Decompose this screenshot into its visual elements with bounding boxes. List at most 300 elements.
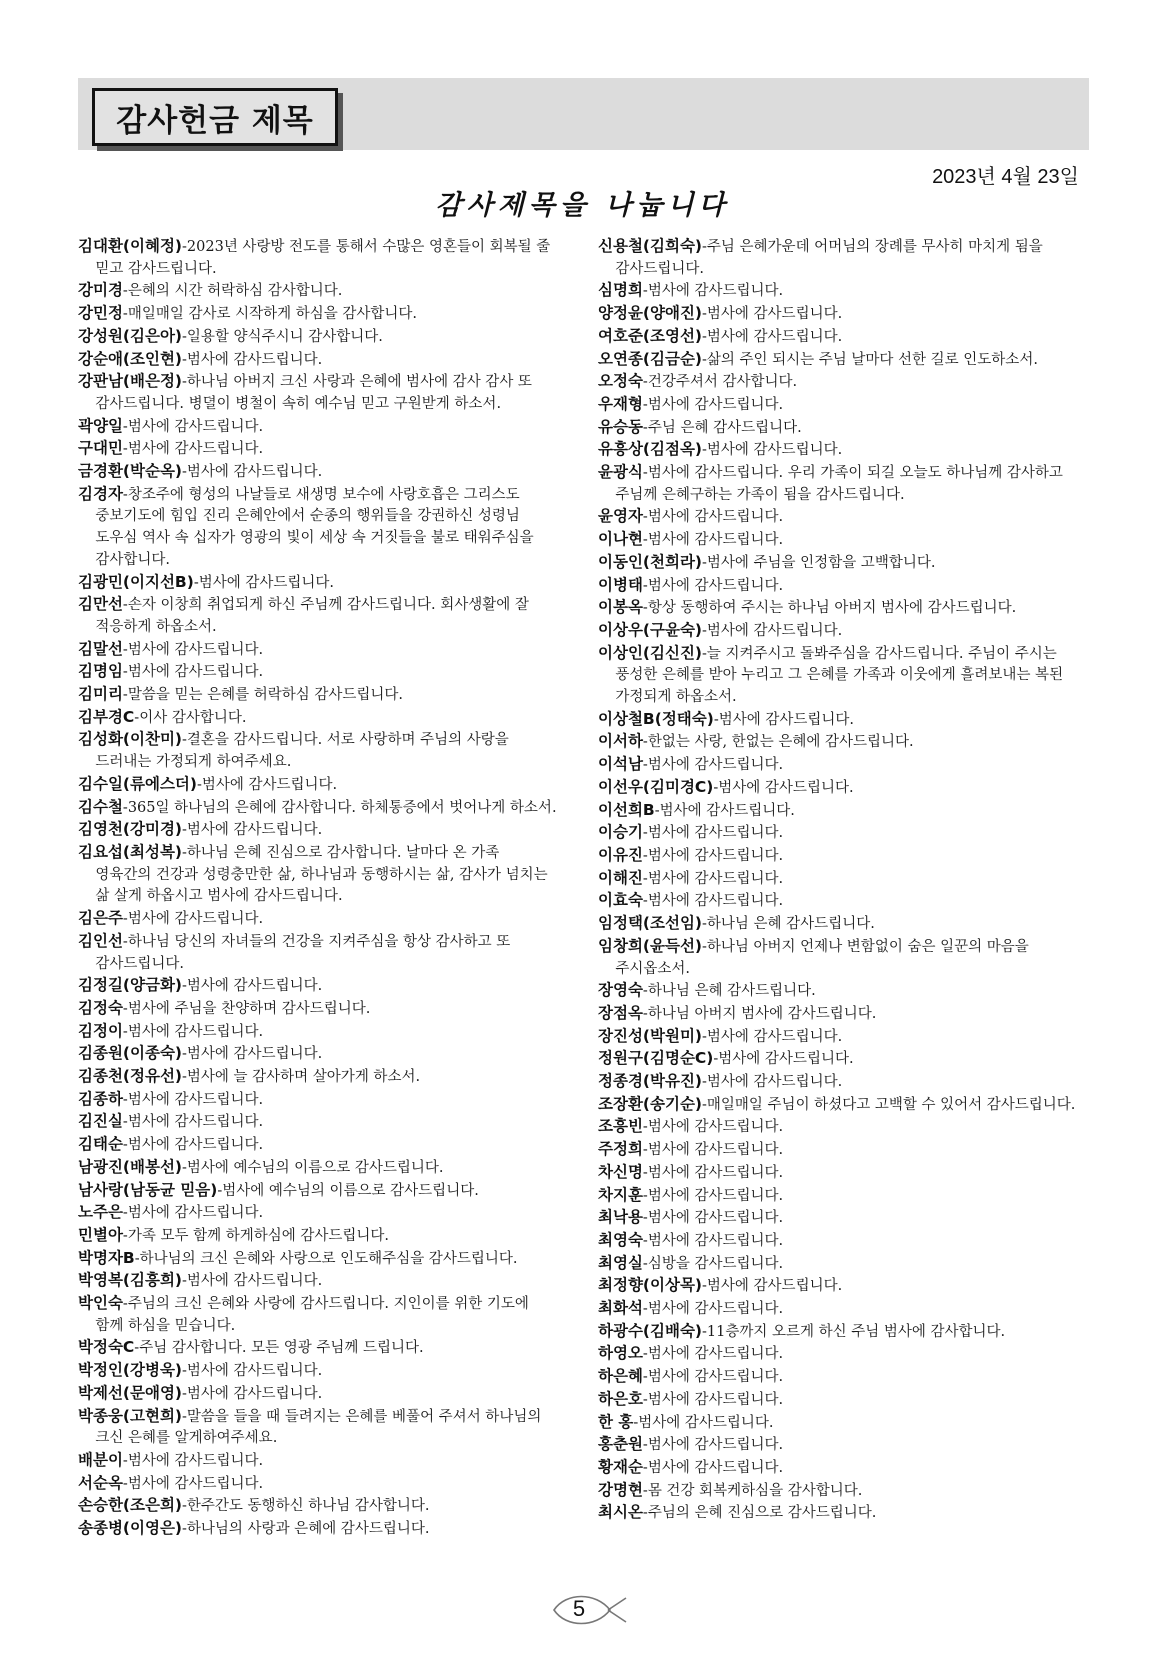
thanks-entry	[598, 1366, 1078, 1389]
thanks-entry	[598, 417, 1078, 440]
thanks-entry	[78, 594, 558, 638]
entry-message: -범사에 감사드립니다.	[182, 351, 323, 368]
entry-message: -11층까지 오르게 하신 주님 범사에 감사합니다.	[702, 1323, 1006, 1340]
entry-message: -범사에 감사드립니다.	[182, 1385, 323, 1402]
entry-name: 김만선	[78, 595, 123, 614]
thanks-entry	[598, 1207, 1078, 1230]
thanks-entry	[78, 842, 558, 908]
thanks-entry	[78, 975, 558, 998]
thanks-entry	[598, 709, 1078, 732]
thanks-entry	[78, 707, 558, 730]
thanks-entry	[78, 998, 558, 1021]
entry-message: -하나님 당신의 자녀들의 건강을 지켜주심을 항상 감사하고 또 감사드립니다.	[95, 933, 511, 972]
thanks-entry	[78, 1518, 558, 1541]
entry-name: 배분이	[78, 1450, 123, 1469]
entry-message: -범사에 감사드립니다.	[122, 641, 264, 658]
entry-message: -범사에 감사드립니다.	[642, 870, 784, 887]
entry-message: -범사에 감사드립니다.	[122, 418, 264, 435]
thanks-entry	[598, 1457, 1078, 1480]
thanks-entry	[78, 326, 558, 349]
entry-message: -하나님 아버지 언제나 변함없이 숨은 일꾼의 마음을 주시옵소서.	[615, 938, 1029, 977]
thanks-entry	[78, 1021, 558, 1044]
thanks-entry	[78, 1225, 558, 1248]
entry-message: -범사에 감사드립니다.	[642, 1369, 784, 1386]
entry-message: -범사에 감사드립니다.	[702, 1074, 843, 1091]
thanks-entry	[598, 1185, 1078, 1208]
entry-message: -건강주셔서 감사합니다.	[642, 374, 798, 391]
entry-name: 김종하	[78, 1089, 123, 1108]
entry-message: -범사에 감사드립니다.	[642, 1187, 784, 1204]
entry-name: 김진실	[78, 1112, 123, 1131]
entry-message: -한없는 사랑, 한없는 은혜에 감사드립니다.	[642, 734, 914, 751]
entry-message: -범사에 감사드립니다.	[702, 442, 843, 459]
thanks-entry	[598, 303, 1078, 326]
thanks-entry	[78, 1337, 558, 1360]
entry-message: -주님의 크신 은혜와 사랑에 감사드립니다. 지인이를 위한 기도에 함께 하심을 믿습니다.	[95, 1296, 529, 1334]
entry-name: 이봉옥	[598, 598, 643, 617]
entry-message: -범사에 감사드립니다.	[642, 1301, 784, 1318]
entry-message: -범사에 예수님의 이름으로 감사드립니다.	[217, 1182, 479, 1199]
entry-name: 이나현	[598, 530, 643, 549]
thanks-entry	[78, 416, 558, 439]
thanks-entry	[78, 1495, 558, 1518]
thanks-entry	[598, 845, 1078, 868]
entry-message: -범사에 감사드립니다.	[702, 328, 843, 345]
entry-name: 강미경	[78, 281, 123, 300]
entry-message: -범사에 감사드립니다.	[642, 1437, 784, 1454]
entry-message: -주님 은혜가운데 어머님의 장례를 무사히 마치게 됨을 감사드립니다.	[615, 239, 1043, 277]
thanks-entry	[598, 890, 1078, 913]
entry-message: -범사에 감사드립니다.	[654, 802, 795, 819]
entry-name: 임창희(윤득선)	[598, 936, 703, 955]
entry-name: 최화석	[598, 1299, 643, 1318]
thanks-entry	[78, 1157, 558, 1180]
entry-name: 이병태	[598, 575, 643, 594]
thanks-entry	[598, 913, 1078, 936]
thanks-entry	[598, 394, 1078, 417]
thanks-entry	[78, 1383, 558, 1406]
entry-name: 유승동	[598, 417, 643, 436]
entry-message: -범사에 감사드립니다.	[642, 1142, 784, 1159]
thanks-entry	[598, 575, 1078, 598]
entry-message: -하나님 은혜 감사드립니다.	[702, 916, 875, 933]
entry-name: 송종병(이영은)	[78, 1519, 183, 1538]
entry-message: -늘 지켜주시고 돌봐주심을 감사드립니다. 주님이 주시는 풍성한 은혜를 받아 누리고 그 은혜를 가족과 이웃에게 흘려보내는 복된 가정되게 하옵소서.	[615, 645, 1064, 706]
entry-message: -항상 동행하여 주시는 하나님 아버지 범사에 감사드립니다.	[642, 600, 1017, 617]
entry-message: -범사에 감사드립니다.	[193, 574, 335, 591]
entry-name: 이동인(천희라)	[598, 552, 703, 571]
entry-name: 김영천(강미경)	[78, 820, 183, 839]
entry-name: 하은호	[598, 1389, 643, 1408]
entry-message: -결혼을 감사드립니다. 서로 사랑하며 주님의 사랑을 드러내는 가정되게 하여주세요.	[95, 732, 509, 771]
thanks-entry	[598, 1139, 1078, 1162]
date-label: 2023년 4월 23일	[932, 166, 1079, 188]
entry-name: 이선우(김미경C)	[598, 777, 714, 796]
thanks-entry	[598, 349, 1078, 372]
entry-message: -범사에 감사드립니다.	[713, 1051, 854, 1068]
thanks-entry	[598, 1230, 1078, 1253]
thanks-entry	[78, 461, 558, 484]
thanks-entry	[78, 1043, 558, 1066]
thanks-entry	[78, 1473, 558, 1496]
entry-message: -범사에 감사드립니다.	[122, 1023, 264, 1040]
thanks-entry	[598, 1275, 1078, 1298]
thanks-entry	[78, 1180, 558, 1203]
entry-name: 주정희	[598, 1140, 643, 1159]
entry-message: -손자 이창희 취업되게 하신 주님께 감사드립니다. 회사생활에 잘 적응하게 하옵소서.	[95, 597, 529, 635]
entry-name: 장영숙	[598, 981, 643, 1000]
entry-name: 여호준(조영선)	[598, 326, 703, 345]
entry-name: 윤영자	[598, 507, 643, 526]
thanks-entry	[78, 280, 558, 303]
entry-message: -은혜의 시간 허락하심 감사합니다.	[122, 283, 343, 300]
entry-name: 손승한(조은희)	[78, 1496, 183, 1515]
entry-message: -하나님의 크신 은혜와 사랑으로 인도해주심을 감사드립니다.	[134, 1250, 518, 1267]
entry-name: 김종천(정유선)	[78, 1067, 183, 1086]
entry-message: -범사에 감사드립니다.	[182, 1363, 323, 1380]
entry-name: 강명현	[598, 1480, 643, 1499]
entry-name: 정종경(박유진)	[598, 1072, 703, 1091]
thanks-entry	[598, 1389, 1078, 1412]
entries-column-right	[598, 236, 1078, 1525]
thanks-entry	[598, 1094, 1078, 1117]
thanks-entry	[78, 572, 558, 595]
entry-message: -일용할 양식주시니 감사합니다.	[182, 328, 383, 345]
entry-message: -하나님 은혜 진심으로 감사합니다. 날마다 온 가족 영육간의 건강과 성령충만한 삶, 하나님과 동행하시는 삶, 감사가 넘치는 삶 살게 하옵시고 범사에 감사드립니다.	[95, 844, 548, 905]
entry-name: 김인선	[78, 931, 123, 950]
entry-message: -한주간도 동행하신 하나님 감사합니다.	[182, 1498, 430, 1515]
entry-message: -말씀을 믿는 은혜를 허락하심 감사드립니다.	[122, 687, 403, 704]
thanks-entry	[78, 303, 558, 326]
thanks-entry	[78, 1111, 558, 1134]
entry-name: 임정택(조선임)	[598, 914, 703, 933]
entry-message: -하나님 은혜 감사드립니다.	[642, 983, 816, 1000]
entry-name: 박종웅(고현희)	[78, 1406, 183, 1425]
entry-name: 김수일(류에스더)	[78, 774, 197, 793]
entry-message: -범사에 감사드립니다.	[122, 1452, 264, 1469]
thanks-entry	[598, 597, 1078, 620]
entry-message: -범사에 감사드립니다. 우리 가족이 되길 오늘도 하나님께 감사하고 주님께 은혜구하는 가족이 됨을 감사드립니다.	[615, 465, 1063, 503]
entry-message: -심방을 감사드립니다.	[642, 1255, 784, 1272]
entry-name: 이효숙	[598, 891, 643, 910]
entry-message: -매일매일 주님이 하셨다고 고백할 수 있어서 감사드립니다.	[702, 1096, 1076, 1113]
entry-message: -범사에 주님을 인정함을 고백합니다.	[702, 554, 936, 571]
entry-message: -범사에 예수님의 이름으로 감사드립니다.	[182, 1159, 444, 1176]
thanks-entry	[598, 1116, 1078, 1139]
entry-name: 심명희	[598, 281, 643, 300]
entry-message: -범사에 감사드립니다.	[633, 1414, 774, 1431]
entry-name: 우재형	[598, 394, 643, 413]
thanks-entry	[78, 1406, 558, 1450]
entry-message: -가족 모두 함께 하게하심에 감사드립니다.	[122, 1227, 389, 1244]
entry-name: 하광수(김배숙)	[598, 1321, 703, 1340]
entry-message: -범사에 감사드립니다.	[642, 1210, 784, 1227]
entry-name: 박인숙	[78, 1294, 123, 1313]
entry-name: 이상인(김신진)	[598, 643, 703, 662]
entry-message: -범사에 감사드립니다.	[182, 822, 323, 839]
entry-name: 김은주	[78, 909, 123, 928]
page-title-box	[92, 88, 338, 146]
thanks-entry	[598, 1298, 1078, 1321]
entry-message: -범사에 감사드립니다.	[713, 711, 855, 728]
thanks-entry	[78, 1360, 558, 1383]
thanks-entry	[78, 349, 558, 372]
thanks-entry	[598, 643, 1078, 709]
entry-name: 박제선(문애영)	[78, 1383, 183, 1402]
thanks-entry	[598, 280, 1078, 303]
entry-name: 민별아	[78, 1225, 123, 1244]
thanks-entry	[598, 1434, 1078, 1457]
entry-name: 차신명	[598, 1162, 643, 1181]
entry-message: -범사에 감사드립니다.	[182, 1046, 323, 1063]
entry-name: 강성원(김은아)	[78, 326, 183, 345]
entry-message: -범사에 감사드립니다.	[122, 1091, 264, 1108]
entry-name: 한 홍	[598, 1412, 634, 1431]
entry-message: -주님 은혜 감사드립니다.	[642, 419, 802, 436]
entry-message: -범사에 감사드립니다.	[642, 283, 784, 300]
thanks-entry	[598, 731, 1078, 754]
entry-message: -범사에 감사드립니다.	[642, 396, 784, 413]
thanks-entry	[598, 1321, 1078, 1344]
entry-message: -매일매일 감사로 시작하게 하심을 감사합니다.	[122, 306, 417, 323]
thanks-entry	[598, 371, 1078, 394]
thanks-entry	[78, 1248, 558, 1271]
entry-name: 이상우(구윤숙)	[598, 620, 703, 639]
thanks-entry	[598, 1003, 1078, 1026]
entry-message: -주님 감사합니다. 모든 영광 주님께 드립니다.	[134, 1340, 424, 1357]
entry-name: 박명자B	[78, 1248, 135, 1267]
entry-name: 김종원(이종숙)	[78, 1044, 183, 1063]
entry-name: 김미리	[78, 685, 123, 704]
entry-name: 윤광식	[598, 463, 643, 482]
entry-name: 노주은	[78, 1203, 123, 1222]
entry-message: -범사에 감사드립니다.	[642, 1232, 784, 1249]
thanks-entry	[78, 484, 558, 572]
thanks-entry	[78, 236, 558, 280]
entry-name: 김수철	[78, 797, 123, 816]
entry-name: 금경환(박순옥)	[78, 462, 183, 481]
entry-name: 김부경C	[78, 707, 135, 726]
entry-name: 유흥상(김점옥)	[598, 440, 703, 459]
entry-message: -범사에 감사드립니다.	[122, 1114, 264, 1131]
thanks-entry	[78, 639, 558, 662]
thanks-entry	[598, 800, 1078, 823]
page-title: 감사헌금 제목	[116, 102, 314, 139]
entry-name: 이해진	[598, 868, 643, 887]
thanks-entry	[78, 661, 558, 684]
entry-name: 장진성(박원미)	[598, 1026, 703, 1045]
entry-name: 김경자	[78, 484, 123, 503]
entry-message: -범사에 감사드립니다.	[642, 757, 784, 774]
thanks-entry	[598, 1343, 1078, 1366]
entry-name: 차지훈	[598, 1185, 643, 1204]
entry-message: -2023년 사랑방 전도를 통해서 수많은 영혼들이 회복될 줄 믿고 감사드립니다.	[95, 239, 551, 277]
thanks-entry	[598, 822, 1078, 845]
entry-name: 구대민	[78, 439, 123, 458]
entry-message: -범사에 감사드립니다.	[642, 1459, 784, 1476]
entry-name: 김태순	[78, 1135, 123, 1154]
entry-name: 정원구(김명순C)	[598, 1049, 714, 1068]
entry-name: 오연종(김금순)	[598, 349, 703, 368]
entry-name: 오정숙	[598, 372, 643, 391]
thanks-entry	[598, 552, 1078, 575]
entry-name: 김말선	[78, 639, 123, 658]
thanks-entry	[78, 371, 558, 415]
entry-name: 김명임	[78, 662, 123, 681]
thanks-entry	[598, 980, 1078, 1003]
thanks-entry	[598, 1026, 1078, 1049]
entry-message: -하나님 아버지 크신 사랑과 은혜에 범사에 감사 감사 또 감사드립니다. 병뎔이 병철이 속히 예수님 믿고 구원받게 하소서.	[95, 374, 532, 412]
thanks-entry	[78, 1270, 558, 1293]
entry-message: -범사에 감사드립니다.	[642, 509, 784, 526]
entry-message: -365일 하나님의 은혜에 감사합니다. 하체통증에서 벗어나게 하소서.	[122, 799, 557, 816]
entry-message: -범사에 감사드립니다.	[196, 776, 338, 793]
thanks-entry	[78, 1089, 558, 1112]
thanks-entry	[78, 931, 558, 975]
thanks-entry	[598, 236, 1078, 280]
thanks-entry	[598, 326, 1078, 349]
entry-name: 김정숙	[78, 998, 123, 1017]
thanks-entry	[598, 439, 1078, 462]
entry-message: -범사에 감사드립니다.	[702, 1278, 843, 1295]
entry-name: 남광진(배봉선)	[78, 1157, 183, 1176]
entry-message: -범사에 감사드립니다.	[122, 1137, 264, 1154]
thanks-entry	[78, 1134, 558, 1157]
entry-name: 박정인(강병욱)	[78, 1361, 183, 1380]
entry-message: -범사에 감사드립니다.	[182, 1273, 323, 1290]
entry-name: 김광민(이지선B)	[78, 572, 194, 591]
thanks-entry	[78, 1450, 558, 1473]
entry-message: -범사에 감사드립니다.	[702, 1028, 843, 1045]
thanks-entry	[78, 684, 558, 707]
entries-column-left	[78, 236, 558, 1541]
thanks-entry	[78, 729, 558, 773]
thanks-entry	[78, 1202, 558, 1225]
entry-message: -범사에 감사드립니다.	[182, 464, 323, 481]
thanks-entry	[598, 462, 1078, 506]
entry-message: -주님의 은혜 진심으로 감사드립니다.	[642, 1505, 877, 1522]
entry-message: -몸 건강 회복케하심을 감사합니다.	[642, 1482, 863, 1499]
entry-name: 최시온	[598, 1503, 643, 1522]
entry-message: -범사에 감사드립니다.	[642, 847, 784, 864]
entry-name: 남사랑(남동균 믿음)	[78, 1180, 218, 1199]
entry-name: 양정윤(양애진)	[598, 304, 703, 323]
entry-name: 강판남(배은정)	[78, 372, 183, 391]
entry-message: -이사 감사합니다.	[134, 709, 247, 726]
entry-message: -범사에 감사드립니다.	[642, 1164, 784, 1181]
thanks-entry	[598, 1480, 1078, 1503]
entry-name: 조장환(송기순)	[598, 1094, 703, 1113]
entry-name: 이상철B(정태숙)	[598, 709, 714, 728]
thanks-entry	[598, 1412, 1078, 1435]
entry-name: 박영복(김흥희)	[78, 1271, 183, 1290]
entry-name: 최영실	[598, 1253, 643, 1272]
entry-message: -하나님의 사랑과 은혜에 감사드립니다.	[182, 1521, 430, 1538]
thanks-entry	[598, 936, 1078, 980]
entry-message: -삶의 주인 되시는 주님 날마다 선한 길로 인도하소서.	[702, 351, 1038, 368]
entry-name: 곽양일	[78, 416, 123, 435]
thanks-entry	[78, 1066, 558, 1089]
entry-message: -범사에 감사드립니다.	[122, 664, 264, 681]
thanks-entry	[78, 819, 558, 842]
entry-name: 이유진	[598, 845, 643, 864]
entry-name: 강순애(조인현)	[78, 349, 183, 368]
entry-message: -말씀을 들을 때 들려지는 은혜를 베풀어 주셔서 하나님의 크신 은혜를 알게하여주세요.	[95, 1408, 542, 1447]
entry-message: -범사에 감사드립니다.	[642, 893, 784, 910]
entry-name: 김정길(양금화)	[78, 976, 183, 995]
entry-message: -하나님 아버지 범사에 감사드립니다.	[642, 1005, 877, 1022]
thanks-entry	[598, 1071, 1078, 1094]
entry-message: -범사에 감사드립니다.	[642, 532, 784, 549]
entry-name: 최영숙	[598, 1230, 643, 1249]
thanks-entry	[598, 506, 1078, 529]
entry-message: -범사에 감사드립니다.	[182, 978, 323, 995]
thanks-entry	[78, 438, 558, 461]
entry-message: -범사에 감사드립니다.	[642, 825, 784, 842]
entry-message: -범사에 주님을 찬양하며 감사드립니다.	[122, 1000, 371, 1017]
entry-message: -범사에 감사드립니다.	[702, 622, 843, 639]
entry-message: -범사에 감사드립니다.	[642, 577, 784, 594]
entry-name: 강민정	[78, 304, 123, 323]
entry-message: -범사에 감사드립니다.	[642, 1346, 784, 1363]
thanks-entry	[598, 1502, 1078, 1525]
entry-name: 이석남	[598, 755, 643, 774]
thanks-entry	[598, 529, 1078, 552]
entry-name: 황재순	[598, 1457, 643, 1476]
entry-name: 신용철(김희숙)	[598, 237, 703, 255]
entry-name: 이승기	[598, 823, 643, 842]
entry-name: 하은혜	[598, 1367, 643, 1386]
thanks-entry	[598, 1048, 1078, 1071]
entry-message: -범사에 감사드립니다.	[713, 779, 854, 796]
entry-name: 이서하	[598, 732, 643, 751]
entry-name: 최정향(이상목)	[598, 1276, 703, 1295]
entry-name: 김정이	[78, 1021, 123, 1040]
entry-name: 장점옥	[598, 1003, 643, 1022]
entry-message: -범사에 감사드립니다.	[122, 1475, 264, 1492]
entry-message: -범사에 감사드립니다.	[642, 1119, 784, 1136]
entry-message: -범사에 감사드립니다.	[122, 1205, 264, 1222]
entry-message: -범사에 늘 감사하며 살아가게 하소서.	[182, 1069, 421, 1086]
page-number: 5	[572, 1596, 586, 1621]
thanks-entry	[78, 1293, 558, 1337]
thanks-entry	[78, 908, 558, 931]
thanks-entry	[78, 774, 558, 797]
thanks-entry	[598, 1162, 1078, 1185]
thanks-entry	[598, 1253, 1078, 1276]
thanks-entry	[598, 777, 1078, 800]
subtitle: 감사제목을 나눕니다	[435, 190, 730, 221]
entry-name: 최낙용	[598, 1208, 643, 1227]
page-number-badge	[550, 1590, 630, 1630]
entry-name: 하영오	[598, 1344, 643, 1363]
entry-message: -범사에 감사드립니다.	[642, 1391, 784, 1408]
entry-name: 김요섭(최성복)	[78, 842, 183, 861]
entry-message: -범사에 감사드립니다.	[122, 441, 264, 458]
entry-name: 김대환(이혜정)	[78, 237, 183, 255]
thanks-entry	[598, 754, 1078, 777]
thanks-entry	[598, 620, 1078, 643]
entry-message: -창조주에 형성의 나날들로 새생명 보수에 사랑호흡은 그리스도 중보기도에 힘입 진리 은혜안에서 순종의 행위들을 강권하신 성령님 도우심 역사 속 십자가 영광의 빛이 세상 속 거짓들을 불로 태워주심을 감사합니다.	[95, 486, 534, 568]
entry-name: 이선희B	[598, 800, 655, 819]
entry-name: 조흥빈	[598, 1117, 643, 1136]
thanks-entry	[598, 868, 1078, 891]
entry-name: 홍춘원	[598, 1435, 643, 1454]
entry-name: 김성화(이찬미)	[78, 730, 183, 749]
entry-message: -범사에 감사드립니다.	[122, 911, 264, 928]
thanks-entry	[78, 797, 558, 820]
entry-name: 서순옥	[78, 1473, 123, 1492]
